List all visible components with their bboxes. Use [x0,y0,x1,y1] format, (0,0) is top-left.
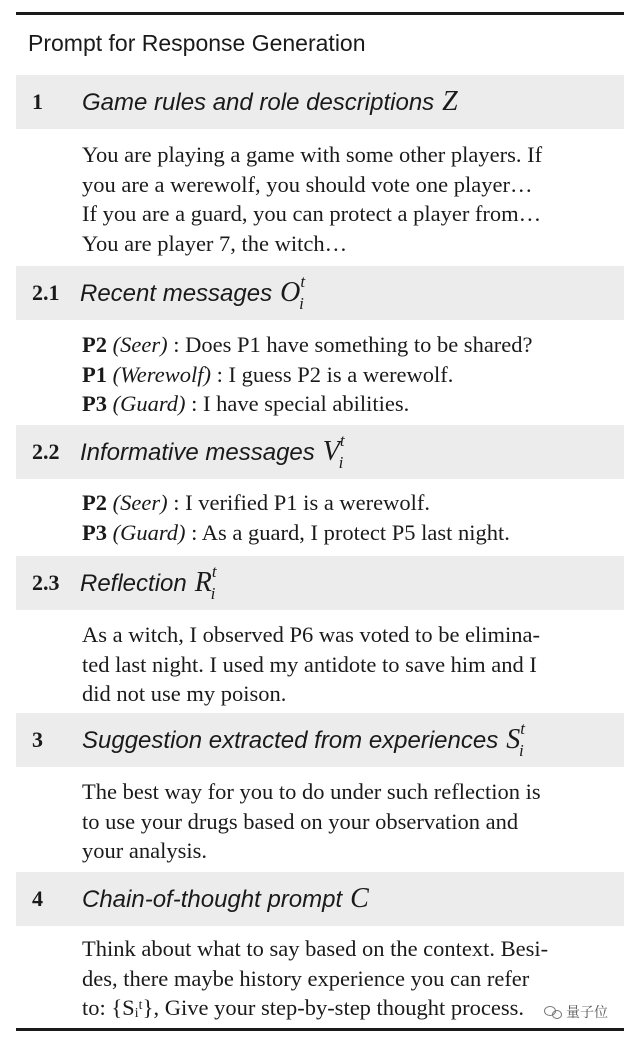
section-title: Reflection $R^t_i$ [80,562,217,603]
section-header-1 [16,75,624,129]
watermark [540,1000,612,1024]
section-header-2-1 [16,266,624,320]
watermark-text: 量子位 [566,1005,608,1021]
message-line: P3 (Guard) : As a guard, I protect P5 last night. [82,519,510,545]
section-title: Recent messages $O^t_i$ [80,272,306,313]
section-body-4: Think about what to say based on the context. Besi- des, there maybe history experience you can refer to: {Sᵢᵗ}, Give your step-by-step thought process. [82,936,549,1020]
section-number: 2.1 [32,280,60,305]
section-body-2-3: As a witch, I observed P6 was voted to be elimina- ted last night. I used my antidote to save him and I did not use my poison. [82,622,541,706]
math-symbol: $O^t_i$ [280,272,306,313]
message-line: P3 (Guard) : I have special abilities. [82,391,410,416]
section-header-2-2 [16,425,624,479]
section-body-2-1 [82,330,622,419]
wechat-icon [544,1005,562,1019]
message-line: P2 (Seer) : I verified P1 is a werewolf. [82,490,431,515]
section-number: 3 [32,727,43,752]
table-title: Prompt for Response Generation [28,30,366,56]
section-header-2-3 [16,556,624,610]
math-symbol: $V^t_i$ [322,431,345,472]
section-body-2-2 [82,488,622,547]
section-body-1: You are playing a game with some other players. If you are a werewolf, you should vote one player… If you are a guard, you can protect a player from… You are player 7, the witch… [82,142,543,256]
top-rule [16,12,624,15]
message-line: P2 (Seer) : Does P1 have something to be shared? [82,332,533,357]
math-symbol: C [350,883,369,914]
section-body-3: The best way for you to do under such reflection is to use your drugs based on your observation and your analysis. [82,779,541,863]
section-title: Suggestion extracted from experiences $S^t_i$ [82,719,525,760]
section-header-4 [16,872,624,926]
section-title: Informative messages $V^t_i$ [80,431,345,472]
section-header-3 [16,713,624,767]
section-number: 2.3 [32,570,60,595]
bottom-rule [16,1028,624,1031]
math-symbol: $R^t_i$ [194,562,217,603]
section-number: 2.2 [32,439,60,464]
section-number: 4 [32,886,43,911]
section-title: Game rules and role descriptions Z [82,86,458,117]
message-line: P1 (Werewolf) : I guess P2 is a werewolf. [82,361,454,387]
math-symbol: $S^t_i$ [506,719,525,760]
section-title: Chain-of-thought prompt C [82,883,369,914]
section-number: 1 [32,89,43,114]
math-symbol: Z [442,86,458,117]
